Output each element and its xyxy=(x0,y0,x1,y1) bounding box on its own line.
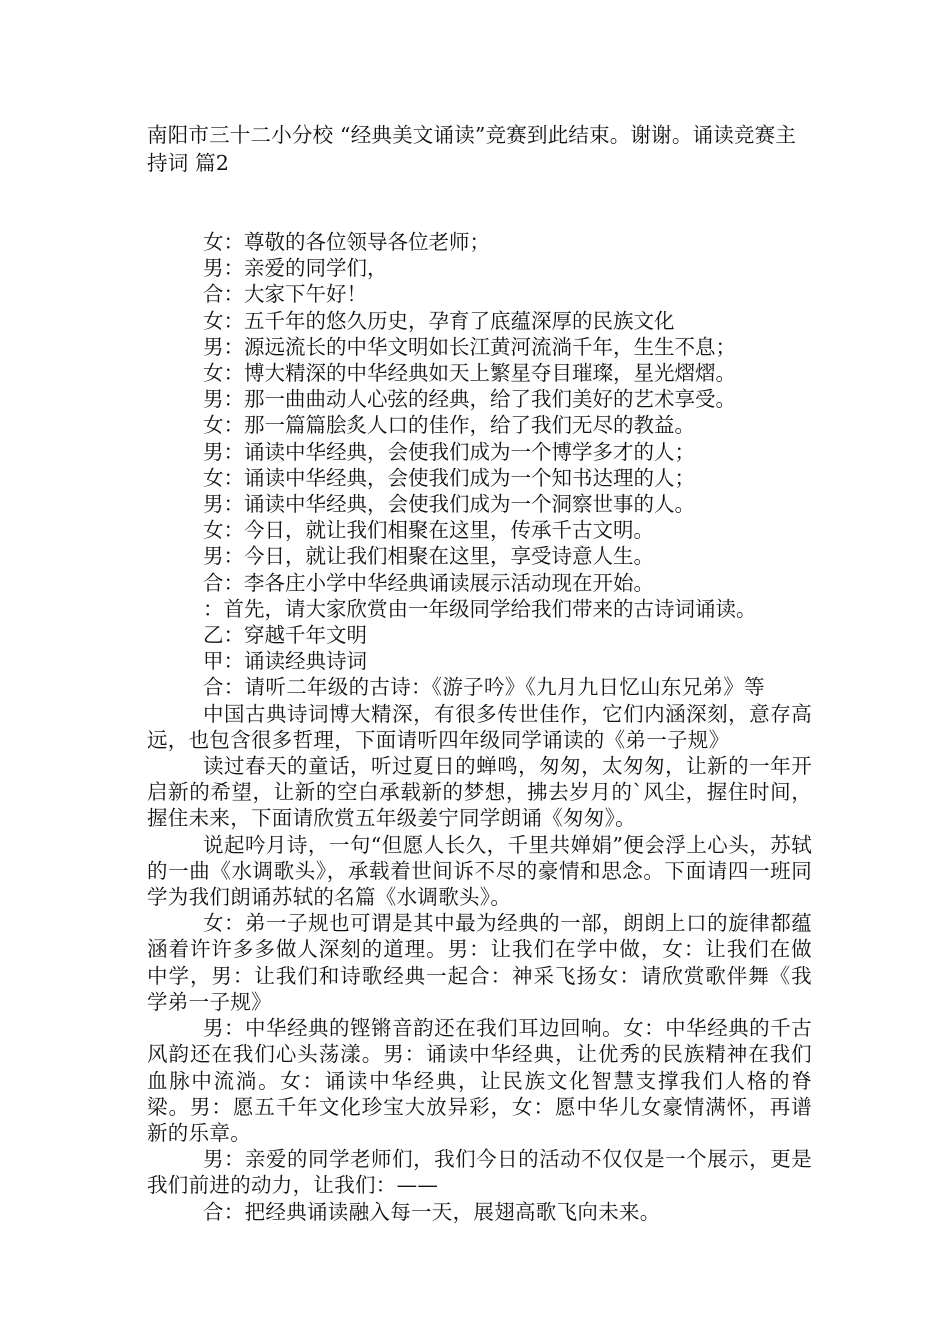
paragraph: 女：弟一子规也可谓是其中最为经典的一部，朗朗上口的旋律都蕴涵着许许多多做人深刻的道理。男：让我们在学中做，女：让我们在做中学，男：让我们和诗歌经典一起合：神采飞扬女：请欣赏歌伴舞《我学弟一子规》 xyxy=(147,911,812,1014)
document-body xyxy=(147,229,812,1225)
dialogue-line: 合：大家下午好！ xyxy=(203,282,367,307)
paragraph: 男：中华经典的铿锵音韵还在我们耳边回响。女：中华经典的千古风韵还在我们心头荡漾。男：诵读中华经典，让优秀的民族精神在我们血脉中流淌。女：诵读中华经典，让民族文化智慧支撑我们人格的脊梁。男：愿五千年文化珍宝大放异彩，女：愿中华儿女豪情满怀，再谱新的乐章。 xyxy=(147,1016,812,1145)
dialogue-line: 男：亲爱的同学们， xyxy=(203,256,388,281)
dialogue-line: 女：今日，就让我们相聚在这里，传承千古文明。 xyxy=(203,518,654,543)
dialogue-line: 女：尊敬的各位领导各位老师； xyxy=(203,230,490,254)
paragraph: 中国古典诗词博大精深，有很多传世佳作，它们内涵深刻，意存高远，也包含很多哲理，下面请听四年级同学诵读的《弟一子规》 xyxy=(147,701,812,752)
document-heading: 南阳市三十二小分校 “经典美文诵读”竞赛到此结束。谢谢。诵读竞赛主持词 篇2 xyxy=(147,123,797,175)
dialogue-line: 男：今日，就让我们相聚在这里，享受诗意人生。 xyxy=(203,544,654,569)
paragraph: 说起吟月诗，一句“但愿人长久，千里共婵娟”便会浮上心头，苏轼的一曲《水调歌头》，承载着世间诉不尽的豪情和思念。下面请四一班同学为我们朗诵苏轼的名篇《水调歌头》。 xyxy=(147,832,812,910)
paragraph: 合：请听二年级的古诗：《游子吟》《九月九日忆山东兄弟》等 xyxy=(203,675,765,700)
dialogue-line: 女：那一篇篇脍炙人口的佳作，给了我们无尽的教益。 xyxy=(203,413,695,438)
dialogue-line: 男：源远流长的中华文明如长江黄河流淌千年，生生不息； xyxy=(203,334,736,359)
dialogue-line: 乙：穿越千年文明 xyxy=(203,623,367,648)
dialogue-line: 男：那一曲曲动人心弦的经典，给了我们美好的艺术享受。 xyxy=(203,387,736,412)
paragraph: 读过春天的童话，听过夏日的蝉鸣，匆匆，太匆匆，让新的一年开启新的希望，让新的空白承载新的梦想，拂去岁月的`风尘，握住时间，握住未来，下面请欣赏五年级姜宁同学朗诵《匆匆》。 xyxy=(147,754,812,831)
paragraph: 男：亲爱的同学老师们，我们今日的活动不仅仅是一个展示，更是我们前进的动力，让我们：—— xyxy=(147,1147,812,1198)
dialogue-line: 女：五千年的悠久历史，孕育了底蕴深厚的民族文化 xyxy=(203,308,675,333)
dialogue-line: 合：李各庄小学中华经典诵读展示活动现在开始。 xyxy=(203,570,654,595)
paragraph: 合：把经典诵读融入每一天，展翅高歌飞向未来。 xyxy=(203,1199,661,1224)
dialogue-line: 男：诵读中华经典，会使我们成为一个博学多才的人； xyxy=(203,439,695,464)
dialogue-line: 女：诵读中华经典，会使我们成为一个知书达理的人； xyxy=(203,465,695,490)
dialogue-line: 男：诵读中华经典，会使我们成为一个洞察世事的人。 xyxy=(203,492,695,517)
dialogue-line: 女：博大精深的中华经典如天上繁星夺目璀璨，星光熠熠。 xyxy=(203,361,736,386)
document-content xyxy=(147,121,812,1225)
dialogue-line: 甲：诵读经典诗词 xyxy=(203,649,367,674)
dialogue-line: ：首先，请大家欣赏由一年级同学给我们带来的古诗词诵读。 xyxy=(203,596,757,621)
